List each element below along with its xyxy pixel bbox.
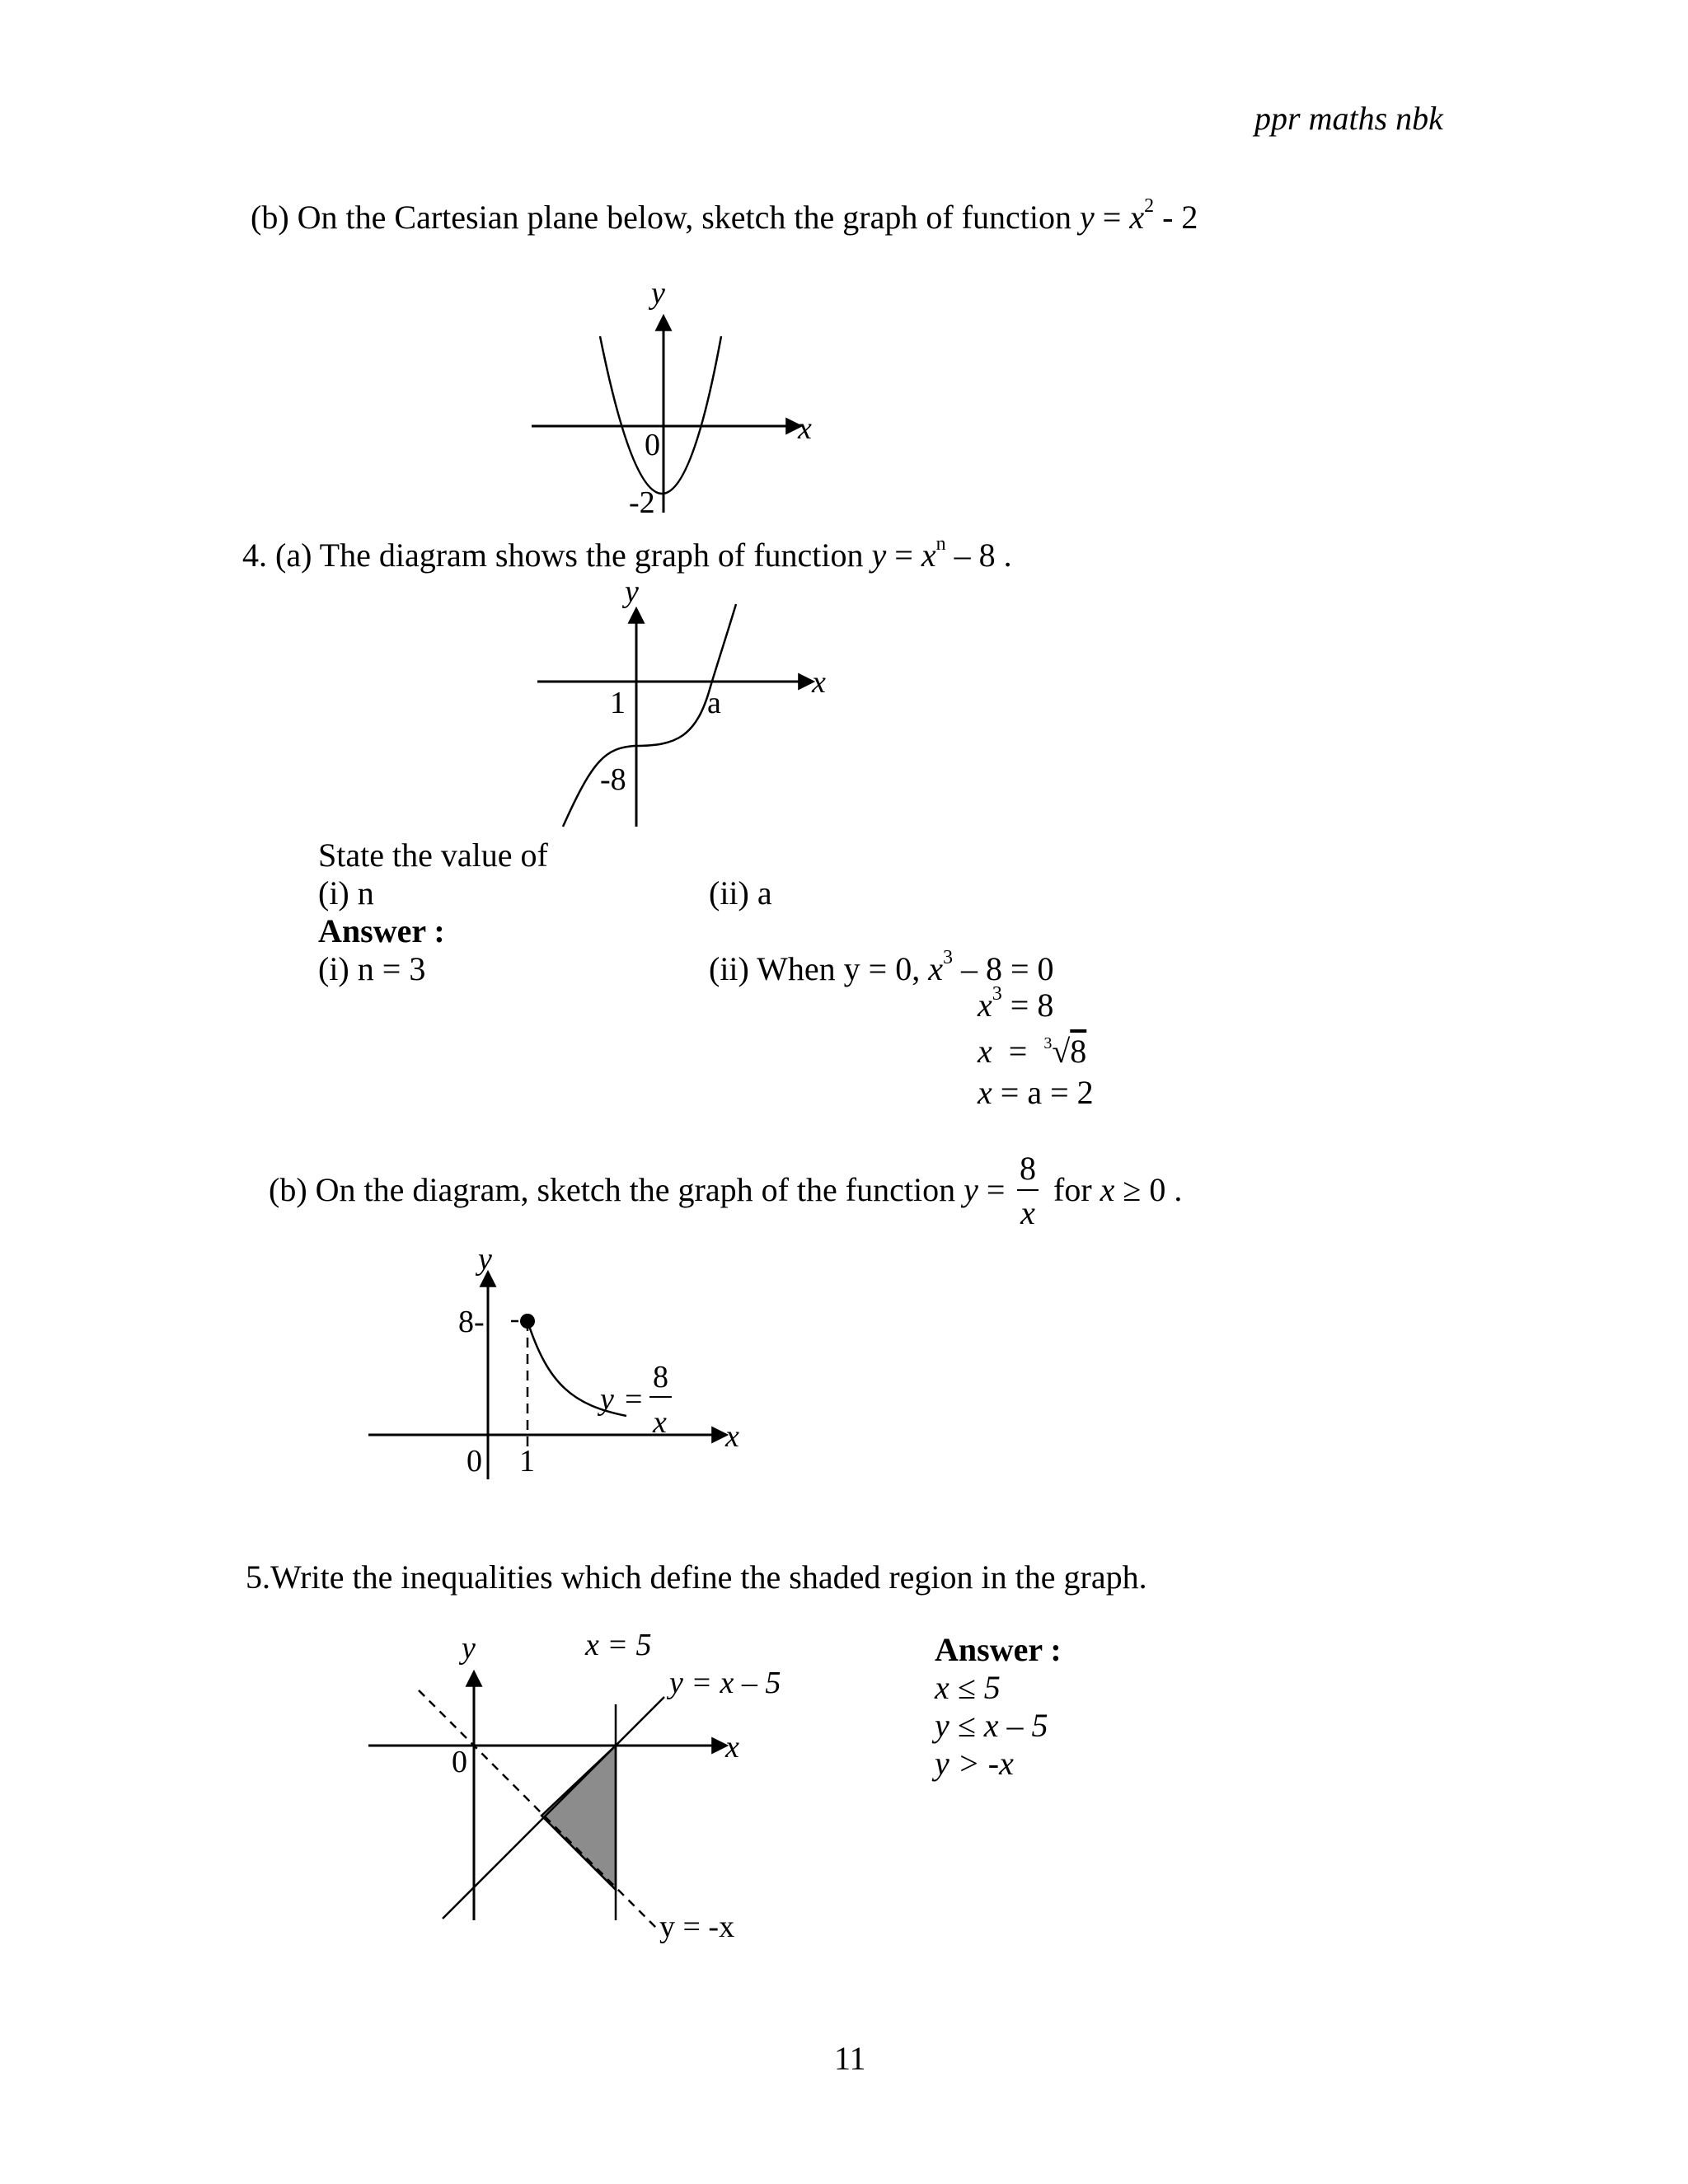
q4b-cond-for: for: [1053, 1171, 1100, 1208]
label-8: 8-: [458, 1305, 485, 1339]
q4a-fn-exp: n: [935, 533, 946, 555]
answer-i: (i) n = 3: [318, 950, 426, 987]
answer-ii-line3-eq: =: [992, 1033, 1044, 1070]
q3b-fn-lhs: y: [1079, 199, 1095, 236]
q5-answer-3: y > -x: [935, 1745, 1014, 1782]
shaded-region: [542, 1746, 616, 1890]
q5-statement: 5.Write the inequalities which define the shaded region in the graph.: [246, 1558, 1147, 1596]
label-neg8: -8: [600, 762, 626, 797]
part-i: (i) n: [318, 874, 374, 912]
y-axis-label: y: [478, 1242, 492, 1277]
part-ii: (ii) a: [709, 874, 772, 912]
q4b-text: (b) On the diagram, sketch the graph of the function: [269, 1171, 964, 1208]
intercept-label: -2: [629, 485, 655, 520]
page-header: ppr maths nbk: [1254, 100, 1443, 137]
label-1: 1: [610, 686, 626, 720]
q3b-text: (b) On the Cartesian plane below, sketch the graph of function: [251, 199, 1080, 236]
label-y-eq-x-minus-5: y = x – 5: [669, 1666, 781, 1700]
curve-eq: =: [625, 1382, 643, 1417]
x-axis-label: x: [725, 1419, 739, 1454]
label-y-eq-neg-x: y = -x: [659, 1910, 735, 1944]
answer-ii-line4-x: x: [978, 1074, 992, 1111]
q5-answer-2: y ≤ x – 5: [935, 1707, 1048, 1744]
answer-ii-x: x: [928, 950, 943, 987]
q4b-cond-x: x: [1100, 1171, 1115, 1208]
q4b-frac-den: x: [1020, 1194, 1035, 1231]
q3b-fn-x: x: [1129, 199, 1145, 236]
answer-ii-exp: 3: [942, 947, 953, 968]
label-1: 1: [519, 1444, 535, 1479]
origin-label: 0: [452, 1745, 467, 1779]
label-0: 0: [467, 1444, 482, 1479]
curve-num: 8: [653, 1360, 668, 1394]
state-text: State the value of: [318, 837, 548, 874]
q4a-fn-x: x: [921, 537, 936, 574]
q4a-answer-label: Answer :: [318, 912, 445, 949]
label-x-eq-5: x = 5: [585, 1628, 652, 1662]
cube-root-index: 3: [1043, 1034, 1053, 1052]
y-axis-label: y: [462, 1631, 476, 1666]
x-axis-label: x: [812, 665, 826, 700]
origin-label: 0: [645, 428, 660, 462]
q3b-fn-rest: - 2: [1154, 199, 1198, 236]
radicand: 8: [1070, 1033, 1087, 1070]
answer-ii-line2-exp: 3: [992, 983, 1002, 1005]
q5-answer-1: x ≤ 5: [935, 1669, 1001, 1706]
page-number: 11: [834, 2040, 866, 2077]
q3b-fn-exp: 2: [1144, 195, 1155, 217]
line-y-eq-x-minus-5: [443, 1697, 664, 1919]
q4b-frac-num: 8: [1020, 1150, 1036, 1187]
q4a-fn-rest: – 8 .: [945, 537, 1012, 574]
answer-ii-eq: – 8 = 0: [952, 950, 1054, 987]
x-axis-label: x: [725, 1730, 739, 1765]
q4a-text: 4. (a) The diagram shows the graph of function: [242, 537, 872, 574]
q3b-fn-eq: =: [1094, 199, 1130, 236]
answer-ii-line2-x: x: [978, 987, 992, 1024]
y-axis-label: y: [625, 574, 639, 609]
x-axis-label: x: [798, 411, 812, 446]
q5-answer-label: Answer :: [935, 1631, 1062, 1668]
q4b-fn-eq: =: [978, 1171, 1006, 1208]
answer-ii-when: (ii) When y = 0,: [709, 950, 929, 987]
answer-ii-line3-x: x: [978, 1033, 992, 1070]
answer-ii-line4-eq: = a = 2: [992, 1074, 1094, 1111]
q4b-cond-rest: ≥ 0 .: [1114, 1171, 1183, 1208]
q4a-fn-lhs: y: [871, 537, 887, 574]
line-y-eq-neg-x: [419, 1690, 659, 1931]
curve-lhs: y: [600, 1382, 614, 1417]
y-axis-label: y: [651, 276, 665, 311]
curve-den: x: [653, 1405, 667, 1440]
answer-ii-line2-eq: = 8: [1001, 987, 1054, 1024]
root-sign: √: [1052, 1033, 1071, 1070]
q4b-fn-lhs: y: [964, 1171, 978, 1208]
q4a-fn-eq: =: [886, 537, 921, 574]
label-a: a: [707, 686, 721, 720]
